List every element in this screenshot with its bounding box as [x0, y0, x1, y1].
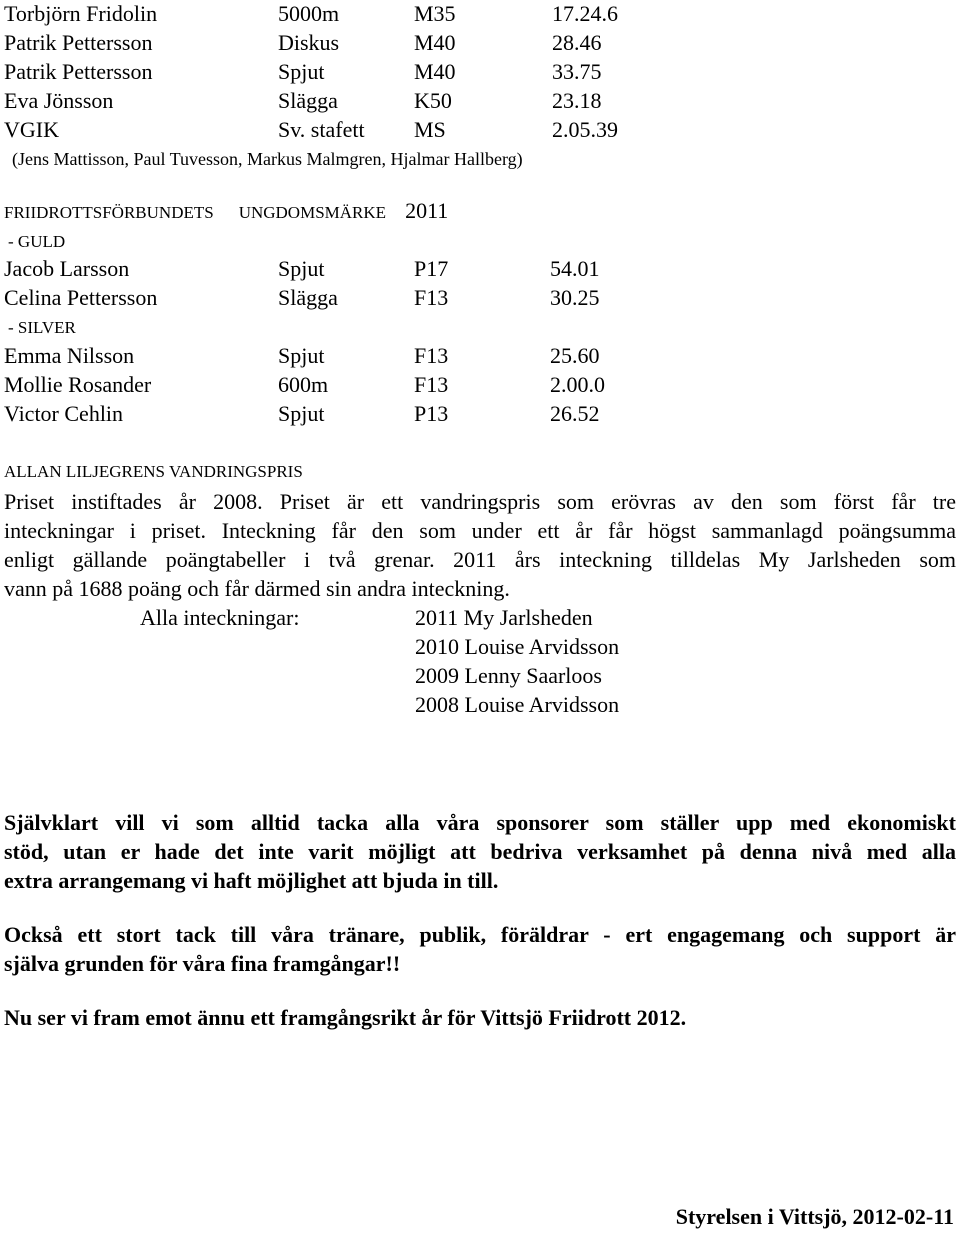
relay-team-members: (Jens Mattisson, Paul Tuvesson, Markus Malmgren, Hjalmar Hallberg)	[12, 149, 523, 169]
class: P13	[414, 401, 449, 426]
class: M40	[414, 59, 456, 84]
event: Spjut	[278, 59, 325, 84]
vandringspris-line: vann på 1688 poäng och får därmed sin andra inteckning.	[4, 576, 510, 601]
class: M40	[414, 30, 456, 55]
athlete-name: Eva Jönsson	[4, 88, 114, 113]
result: 54.01	[550, 256, 600, 281]
athlete-name: VGIK	[4, 117, 59, 142]
event: Spjut	[278, 343, 325, 368]
event: Slägga	[278, 285, 338, 310]
silver-label: - SILVER	[8, 318, 76, 337]
thanks-line: stöd, utan er hade det inte varit möjligt att bedriva verksamhet på denna nivå med alla	[4, 839, 956, 864]
heading-year: 2011	[405, 198, 449, 223]
athlete-name: Jacob Larsson	[4, 256, 130, 281]
result: 26.52	[550, 401, 600, 426]
guld-label: - GULD	[8, 232, 66, 251]
event: Spjut	[278, 401, 325, 426]
class: K50	[414, 88, 452, 113]
thanks-line: Också ett stort tack till våra tränare, publik, föräldrar - ert engagemang och support är	[4, 922, 956, 947]
result: 23.18	[552, 88, 602, 113]
class: F13	[414, 372, 449, 397]
result: 30.25	[550, 285, 600, 310]
closing-line: Nu ser vi fram emot ännu ett framgångsrikt år för Vittsjö Friidrott 2012.	[4, 1005, 687, 1030]
result: 33.75	[552, 59, 602, 84]
inteckning-item: 2011 My Jarlsheden	[415, 605, 593, 630]
event: 600m	[278, 372, 329, 397]
event: Spjut	[278, 256, 325, 281]
result: 25.60	[550, 343, 600, 368]
inteckning-item: 2009 Lenny Saarloos	[415, 663, 602, 688]
inteckningar-label: Alla inteckningar:	[140, 605, 300, 630]
heading-part: UNGDOMSMÄRKE	[238, 203, 387, 222]
event: Slägga	[278, 88, 338, 113]
event: 5000m	[278, 1, 340, 26]
athlete-name: Torbjörn Fridolin	[4, 1, 158, 26]
thanks-line: Självklart vill vi som alltid tacka alla våra sponsorer som ställer upp med ekonomiskt	[4, 810, 956, 835]
section-heading-vandringspris: ALLAN LILJEGRENS VANDRINGSPRIS	[4, 462, 303, 481]
inteckning-item: 2010 Louise Arvidsson	[415, 634, 620, 659]
athlete-name: Celina Pettersson	[4, 285, 158, 310]
event: Sv. stafett	[278, 117, 365, 142]
class: F13	[414, 285, 449, 310]
thanks-line: själva grunden för våra fina framgångar!!	[4, 951, 401, 976]
athlete-name: Patrik Pettersson	[4, 59, 153, 84]
athlete-name: Patrik Pettersson	[4, 30, 153, 55]
class: P17	[414, 256, 449, 281]
vandringspris-line: enligt gällande poängtabeller i två grenar. 2011 års inteckning tilldelas My Jarlsheden som	[4, 547, 956, 572]
class: M35	[414, 1, 456, 26]
signature: Styrelsen i Vittsjö, 2012-02-11	[675, 1204, 954, 1229]
class: MS	[414, 117, 446, 142]
event: Diskus	[278, 30, 340, 55]
vandringspris-line: Priset instiftades år 2008. Priset är ett vandringspris som erövras av den som först får tre	[4, 489, 956, 514]
result: 2.05.39	[552, 117, 618, 142]
vandringspris-line: inteckningar i priset. Inteckning får den som under ett år får högst sammanlagd poängsumma	[4, 518, 956, 543]
result: 28.46	[552, 30, 602, 55]
heading-part: FRIIDROTTSFÖRBUNDETS	[4, 203, 214, 222]
result: 17.24.6	[552, 1, 618, 26]
athlete-name: Emma Nilsson	[4, 343, 135, 368]
thanks-line: extra arrangemang vi haft möjlighet att bjuda in till.	[4, 868, 499, 893]
class: F13	[414, 343, 449, 368]
athlete-name: Mollie Rosander	[4, 372, 152, 397]
result: 2.00.0	[550, 372, 605, 397]
athlete-name: Victor Cehlin	[4, 401, 124, 426]
section-heading-ungdomsmarke	[4, 197, 448, 225]
inteckning-item: 2008 Louise Arvidsson	[415, 692, 620, 717]
